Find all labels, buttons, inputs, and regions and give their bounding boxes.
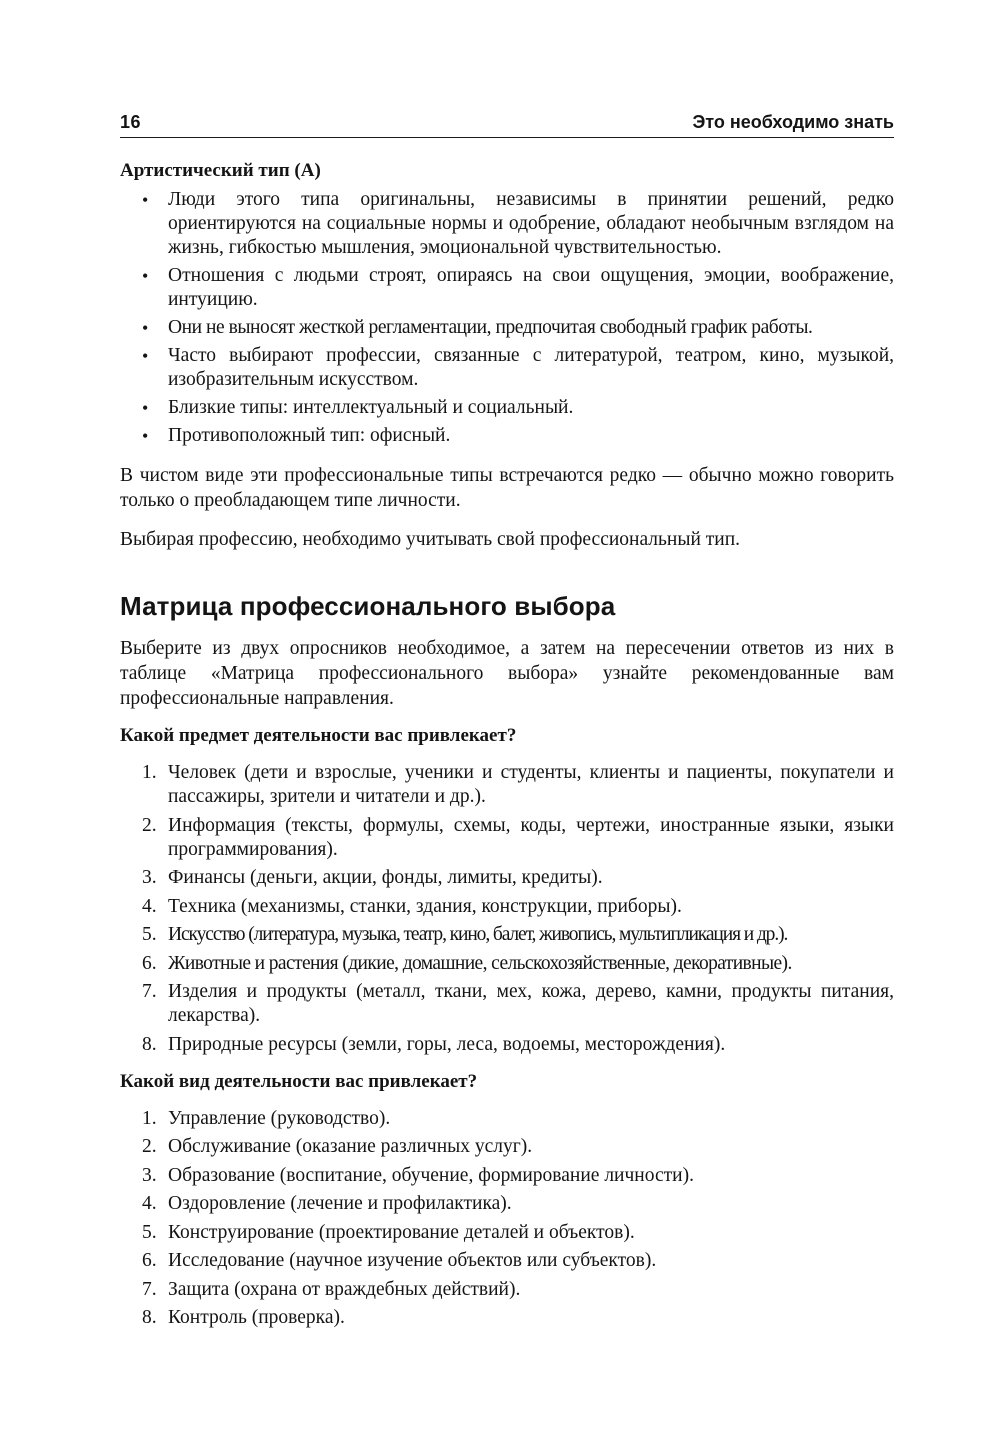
bullet-icon: • [142, 426, 149, 446]
list-item [120, 895, 894, 919]
list-item [120, 1164, 894, 1188]
item-number: 8. [142, 1307, 157, 1328]
bullet-icon: • [142, 190, 149, 210]
list-item [120, 761, 894, 809]
bullet-item [120, 264, 894, 312]
item-text: Природные ресурсы (земли, горы, леса, водоемы, месторождения). [168, 1033, 726, 1055]
bullet-item [120, 424, 894, 448]
bullet-text: Они не выносят жесткой регламентации, предпочитая свободный график работы. [168, 317, 813, 338]
item-text: Защита (охрана от враждебных действий). [168, 1278, 521, 1300]
item-number: 6. [142, 1250, 157, 1271]
bullet-text: Люди этого типа оригинальны, независимы в принятии решений, редко ориентируются на социальные нормы и одобрение, обладают необычным взглядом на жизнь, гибкостью мышления, эмоциональной чувствительностью. [168, 189, 894, 258]
list-item [120, 952, 894, 976]
bullet-item [120, 344, 894, 392]
bullet-icon: • [142, 318, 149, 338]
item-number: 4. [142, 895, 157, 917]
page-number: 16 [120, 112, 142, 132]
item-text: Управление (руководство). [168, 1107, 391, 1129]
item-text: Животные и растения (дикие, домашние, сельскохозяйственные, декоративные). [168, 952, 792, 974]
section-title: Матрица профессионального выбора [120, 591, 616, 621]
item-number: 1. [142, 1107, 157, 1129]
item-number: 3. [142, 867, 157, 888]
artistic-type-heading: Артистический тип (А) [120, 160, 321, 181]
item-text: Искусство (литература, музыка, театр, кино, балет, живопись, мультипликация и др.). [168, 924, 788, 945]
list-item [120, 1278, 894, 1302]
item-text: Оздоровление (лечение и профилактика). [168, 1193, 512, 1214]
bullet-icon: • [142, 398, 149, 418]
item-text: Информация (тексты, формулы, схемы, коды, чертежи, иностранные языки, языки программирования). [168, 814, 894, 860]
bullet-item [120, 188, 894, 260]
item-text: Обслуживание (оказание различных услуг). [168, 1136, 533, 1157]
list-item [120, 1192, 894, 1216]
list-item [120, 1107, 894, 1131]
item-number: 3. [142, 1164, 157, 1186]
item-number: 6. [142, 952, 157, 974]
bullet-text: Близкие типы: интеллектуальный и социальный. [168, 397, 574, 418]
activity-options-list [120, 1107, 894, 1331]
list-item [120, 866, 894, 890]
item-text: Техника (механизмы, станки, здания, конструкции, приборы). [168, 895, 682, 917]
paragraph-pure-types: В чистом виде эти профессиональные типы встречаются редко — обычно можно говорить только о преобладающем типе личности. [120, 465, 894, 511]
list-item [120, 1033, 894, 1057]
list-item [120, 1249, 894, 1273]
item-text: Конструирование (проектирование деталей и объектов). [168, 1221, 635, 1243]
item-text: Человек (дети и взрослые, ученики и студенты, клиенты и пациенты, покупатели и пассажиры, зрители и читатели и др.). [168, 762, 894, 807]
running-title: Это необходимо знать [692, 112, 894, 132]
matrix-intro-paragraph: Выберите из двух опросников необходимое, а затем на пересечении ответов из них в таблице «Матрица профессионального выбора» узнайте рекомендованные вам профессиональные направления. [120, 638, 894, 709]
list-item [120, 923, 894, 947]
list-item [120, 1306, 894, 1330]
item-number: 2. [142, 1136, 157, 1157]
item-number: 7. [142, 981, 157, 1002]
bullet-item [120, 396, 894, 420]
item-text: Контроль (проверка). [168, 1307, 345, 1328]
item-text: Изделия и продукты (металл, ткани, мех, кожа, дерево, камни, продукты питания, лекарства). [168, 981, 894, 1026]
item-number: 5. [142, 924, 157, 945]
item-number: 4. [142, 1193, 157, 1214]
running-header [120, 112, 894, 138]
bullet-text: Часто выбирают профессии, связанные с литературой, театром, кино, музыкой, изобразительным искусством. [168, 345, 894, 390]
item-text: Исследование (научное изучение объектов или субъектов). [168, 1250, 657, 1271]
list-item [120, 980, 894, 1028]
bullet-icon: • [142, 266, 149, 286]
item-number: 8. [142, 1033, 157, 1055]
item-text: Финансы (деньги, акции, фонды, лимиты, кредиты). [168, 867, 603, 888]
list-item [120, 814, 894, 862]
book-page [120, 112, 894, 1335]
item-text: Образование (воспитание, обучение, формирование личности). [168, 1164, 694, 1186]
list-item [120, 1221, 894, 1245]
paragraph-choose-profession: Выбирая профессию, необходимо учитывать свой профессиональный тип. [120, 529, 741, 550]
item-number: 5. [142, 1221, 157, 1243]
artistic-type-bullet-list [120, 188, 894, 448]
bullet-text: Противоположный тип: офисный. [168, 425, 451, 446]
item-number: 1. [142, 762, 157, 783]
question-subject-heading: Какой предмет деятельности вас привлекает? [120, 725, 517, 746]
item-number: 2. [142, 814, 157, 836]
item-number: 7. [142, 1278, 157, 1300]
bullet-text: Отношения с людьми строят, опираясь на свои ощущения, эмоции, воображение, интуицию. [168, 265, 894, 310]
question-activity-heading: Какой вид деятельности вас привлекает? [120, 1070, 478, 1092]
bullet-icon: • [142, 346, 149, 366]
bullet-item [120, 316, 894, 340]
subject-options-list [120, 761, 894, 1057]
list-item [120, 1135, 894, 1159]
